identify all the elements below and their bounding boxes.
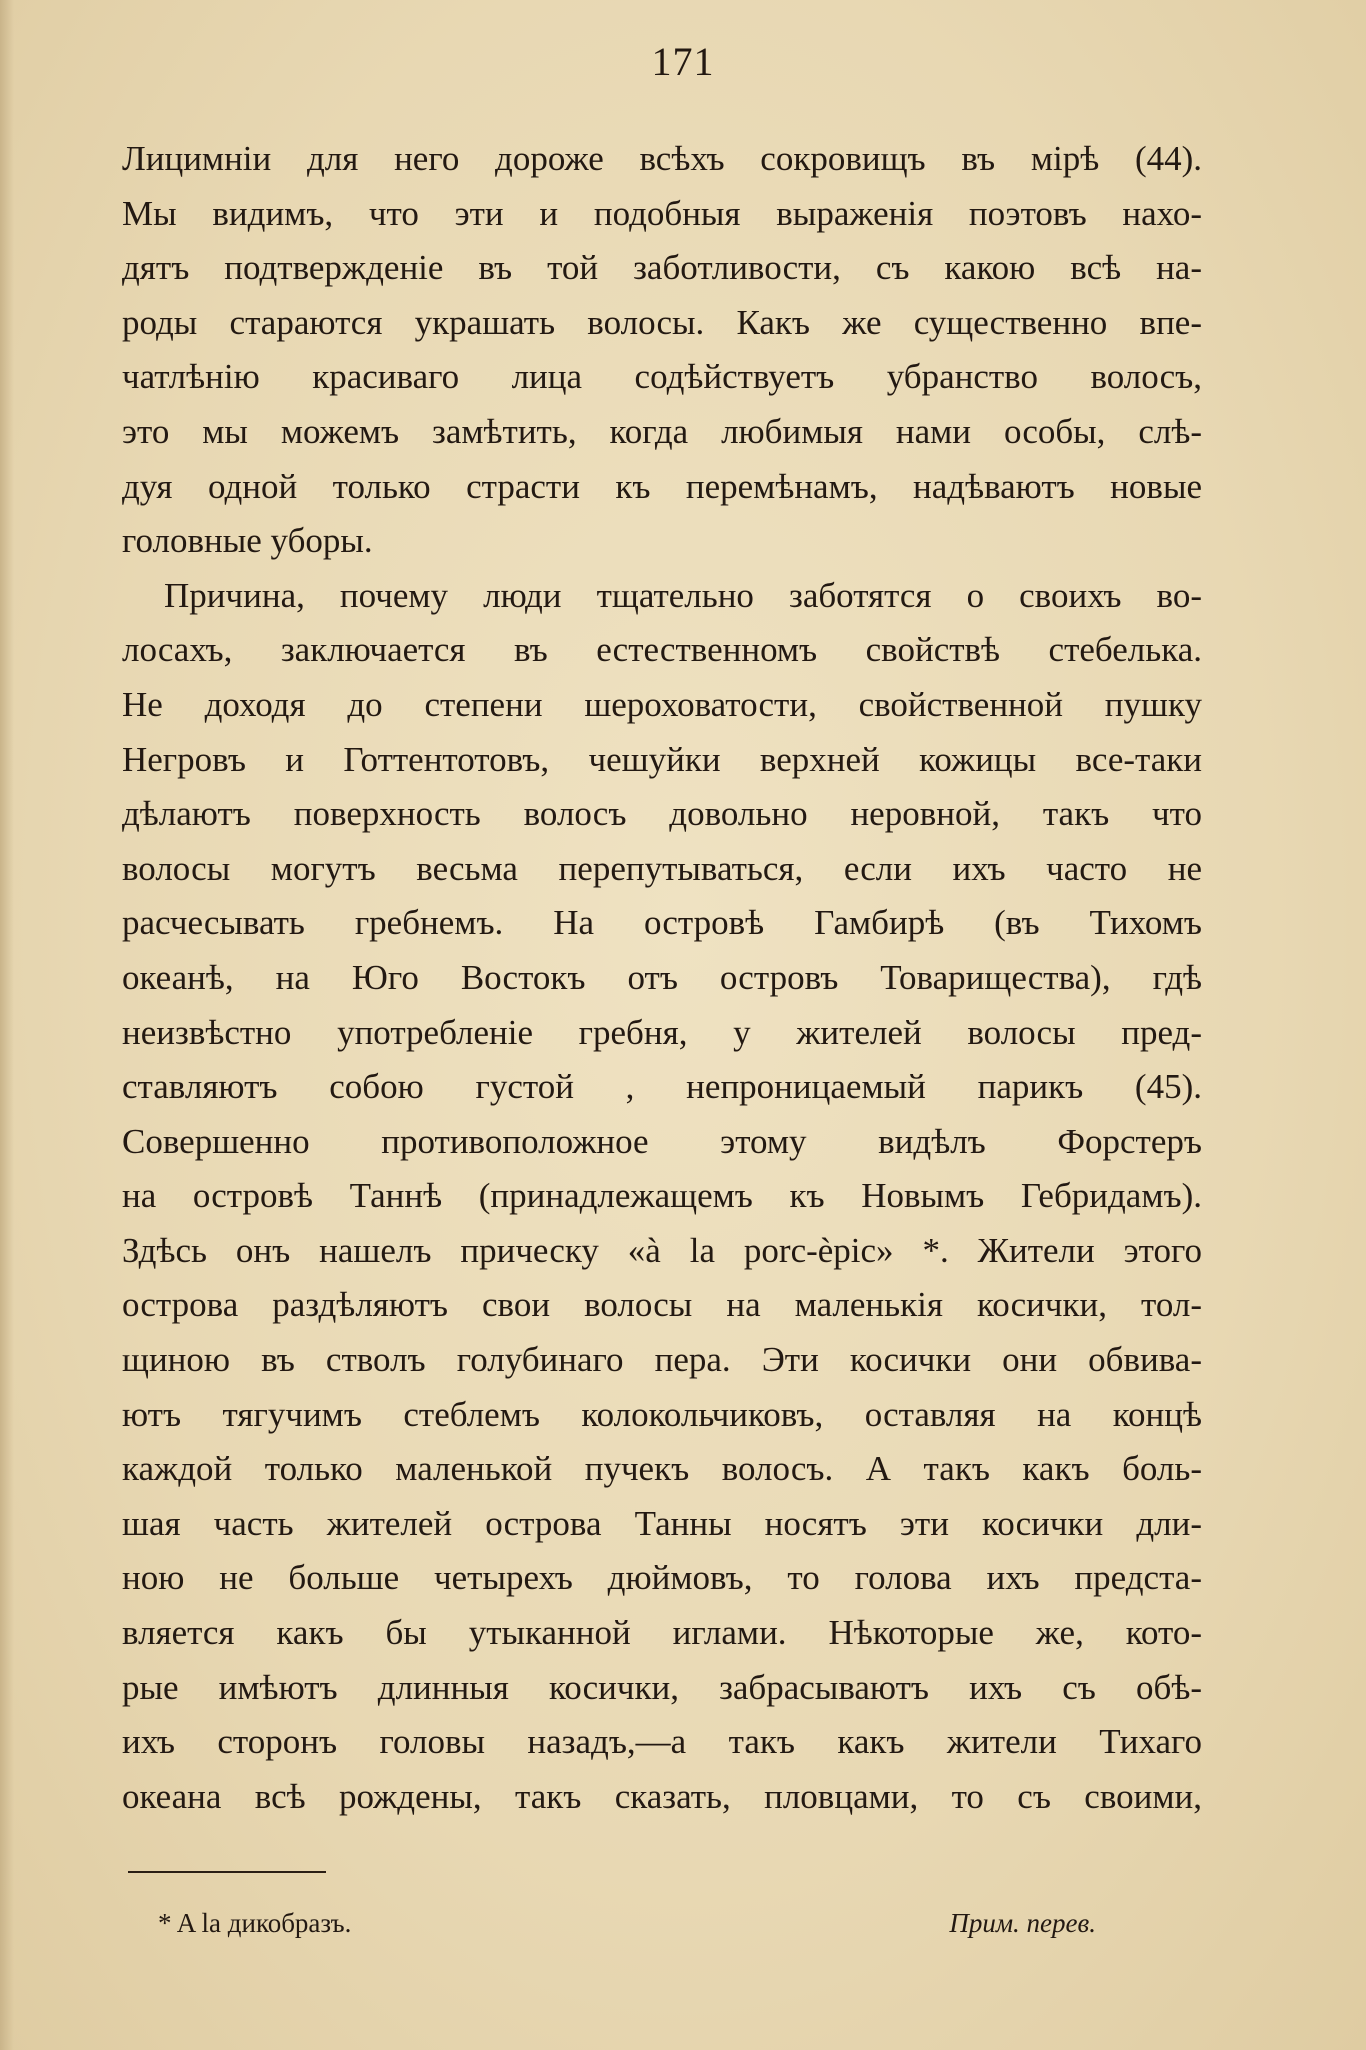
text-line-12: Негровъ и Готтентотовъ, чешуйки верхней кожицы все-таки xyxy=(122,739,1202,779)
text-line-30: ихъ сторонъ головы назадъ,—а такъ какъ жители Тихаго xyxy=(122,1722,1202,1762)
text-line-10: лосахъ, заключается въ естественномъ свойствѣ стебелька. xyxy=(122,630,1202,670)
body-text xyxy=(122,132,1202,1824)
text-line-24: ютъ тягучимъ стеблемъ колокольчиковъ, оставляя на концѣ xyxy=(122,1394,1202,1434)
page-number: 171 xyxy=(651,39,715,84)
text-line-20: на островѣ Таннѣ (принадлежащемъ къ Новымъ Гебридамъ). xyxy=(122,1176,1202,1216)
text-line-19: Совершенно противоположное этому видѣлъ Форстеръ xyxy=(122,1121,1202,1161)
text-line-15: расчесывать гребнемъ. На островѣ Гамбирѣ (въ Тихомъ xyxy=(122,903,1202,943)
text-line-25: каждой только маленькой пучекъ волосъ. А такъ какъ боль- xyxy=(122,1449,1202,1489)
text-line-31: океана всѣ рождены, такъ сказать, пловцами, то съ своими, xyxy=(122,1776,1202,1816)
page-edge-shadow xyxy=(0,0,14,2050)
text-line-3: дятъ подтвержденіе въ той заботливости, съ какою всѣ на- xyxy=(122,248,1202,288)
translator-note: Прим. перев. xyxy=(949,1908,1096,1938)
text-line-23: щиною въ стволъ голубинаго пера. Эти косички они обвива- xyxy=(122,1340,1202,1380)
text-line-29: рые имѣютъ длинныя косички, забрасываютъ ихъ съ обѣ- xyxy=(122,1667,1202,1707)
text-line-2: Мы видимъ, что эти и подобныя выраженія поэтовъ нахо- xyxy=(122,193,1202,233)
text-line-11: Не доходя до степени шероховатости, свойственной пушку xyxy=(122,684,1202,724)
text-line-9: Причина, почему люди тщательно заботятся о своихъ во- xyxy=(164,575,1202,615)
text-line-17: неизвѣстно употребленіе гребня, у жителей волосы пред- xyxy=(122,1012,1202,1052)
text-line-4: роды стараются украшать волосы. Какъ же существенно впе- xyxy=(122,302,1202,342)
text-line-14: волосы могутъ весьма перепутываться, если ихъ часто не xyxy=(122,848,1202,888)
text-line-13: дѣлаютъ поверхность волосъ довольно неровной, такъ что xyxy=(122,794,1202,834)
text-line-5: чатлѣнію красиваго лица содѣйствуетъ убранство волосъ, xyxy=(122,357,1202,397)
text-line-1: Лицимніи для него дороже всѣхъ сокровищъ въ мірѣ (44). xyxy=(122,139,1202,178)
text-line-6: это мы можемъ замѣтить, когда любимыя нами особы, слѣ- xyxy=(122,411,1202,451)
text-line-7: дуя одной только страсти къ перемѣнамъ, надѣваютъ новые xyxy=(122,466,1202,506)
text-line-26: шая часть жителей острова Танны носятъ эти косички дли- xyxy=(122,1503,1202,1543)
text-line-22: острова раздѣляютъ свои волосы на маленькія косички, тол- xyxy=(122,1285,1202,1325)
text-line-8: головные уборы. xyxy=(122,521,373,561)
footnote-rule xyxy=(128,1871,326,1873)
footnote: * A la дикобразъ. xyxy=(158,1908,352,1938)
text-line-16: океанѣ, на Юго Востокъ отъ островъ Товарищества), гдѣ xyxy=(122,957,1202,997)
text-line-27: ною не больше четырехъ дюймовъ, то голова ихъ предста- xyxy=(122,1558,1202,1598)
text-line-18: ставляютъ собою густой , непроницаемый парикъ (45). xyxy=(122,1067,1202,1107)
text-line-21: Здѣсь онъ нашелъ прическу «à la porc-èpic» *. Жители этого xyxy=(122,1230,1202,1270)
text-line-28: вляется какъ бы утыканной иглами. Нѣкоторые же, кото- xyxy=(122,1613,1202,1653)
